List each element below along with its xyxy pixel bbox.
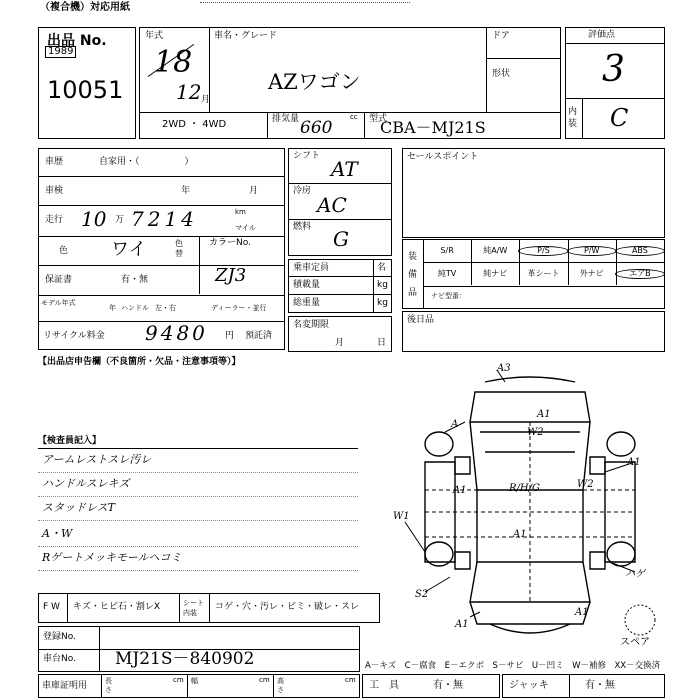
lot-small-number: 1989 xyxy=(45,46,76,58)
damage-mark: S2 xyxy=(415,589,429,600)
color-value: ワイ xyxy=(111,239,147,260)
damage-mark: A1 xyxy=(513,529,527,540)
equipment-item: 純A/W xyxy=(483,246,508,255)
color-change-label: 色替 xyxy=(175,239,183,258)
remark-line: Rゲートメッキモールヘコミ xyxy=(42,551,182,564)
diagram-marks xyxy=(385,362,695,652)
equipment-item: P/W xyxy=(568,247,616,255)
history-value: 自家用・（ ） xyxy=(99,157,194,167)
equipment-item: 外ナビ xyxy=(579,269,604,278)
shift-value: AT xyxy=(331,157,358,181)
damage-mark: A3 xyxy=(497,363,511,374)
equipment-row-2 xyxy=(423,263,664,285)
equipment-item: ABS xyxy=(616,247,664,255)
mileage-man: 10 xyxy=(81,207,107,231)
seat-options: コゲ・穴・汚レ・ビミ・破レ・スレ xyxy=(215,602,360,612)
equipment-item: S/R xyxy=(440,246,454,255)
inspection-label: 車検 xyxy=(45,186,64,196)
fuel-label: 燃料 xyxy=(293,222,312,232)
seller-remarks-label: 【出品店申告欄（不良箇所・欠品・注意事項等）】 xyxy=(38,357,241,367)
capacity-box: 乗車定員 名 積載量 kg 総重量 kg xyxy=(288,259,392,313)
equipment-item: エアB xyxy=(616,270,664,278)
mileage-rest: 7214 xyxy=(131,207,198,231)
sales-points-box: セールスポイント xyxy=(402,148,665,238)
fw-options: キズ・ヒビ石・割レX xyxy=(73,602,160,612)
door-label: ドア xyxy=(492,31,510,41)
specs-box xyxy=(288,148,392,256)
mileage-label: 走行 xyxy=(45,215,64,225)
history-label: 車歴 xyxy=(45,157,64,167)
recycle-label: リサイクル料金 xyxy=(43,331,105,341)
form-title: （複合機）対応用紙 xyxy=(40,2,130,13)
color-no-label: カラーNo. xyxy=(209,238,251,248)
garage-cert-box: 車庫証明用 長さ cm 幅 cm 高さ cm xyxy=(38,674,360,698)
damage-mark: A1 xyxy=(575,607,589,618)
damage-mark: R/H/G xyxy=(509,483,540,494)
displacement-label: 排気量 xyxy=(272,114,300,124)
damage-mark: W2 xyxy=(527,427,544,438)
chassis-number: MJ21S－840902 xyxy=(115,649,255,669)
color-label: 色 xyxy=(59,246,69,256)
displacement-value: 660 xyxy=(300,118,333,138)
shift-label: シフト xyxy=(293,151,321,161)
drive-label: 2WD ・ 4WD xyxy=(162,119,227,130)
equipment-item: 革シート xyxy=(527,269,560,278)
month-value: 12 xyxy=(176,80,202,104)
equipment-row-1 xyxy=(423,240,664,262)
fuel-value: G xyxy=(333,227,349,251)
recycle-value: 9480 xyxy=(145,321,208,345)
vehicle-info-box: 年式 18 12 月 車名・グレード AZワゴン ドア 形状 2WD ・ 4WD 排気量 cc 660 型式 CBA－MJ21S xyxy=(139,27,561,139)
warranty-label: 保証書 xyxy=(45,275,73,285)
jack-box: ジャッキ 有・無 xyxy=(502,674,665,698)
top-cut-line xyxy=(200,2,410,3)
tools-box: 工 具 有・無 xyxy=(362,674,500,698)
spare-label: スペア xyxy=(620,637,650,648)
score-value: 3 xyxy=(602,49,625,90)
color-no-value: ZJ3 xyxy=(215,265,247,286)
ac-label: 冷房 xyxy=(293,186,312,196)
name-change-box: 名変期限 月 日 xyxy=(288,316,392,352)
registration-box: 登録No. 車台No. MJ21S－840902 xyxy=(38,626,360,672)
name-label: 車名・グレード xyxy=(214,31,278,41)
damage-mark: A1 xyxy=(537,409,551,420)
lot-number: 10051 xyxy=(47,76,124,104)
vehicle-name: AZワゴン xyxy=(268,70,361,94)
damage-mark: W1 xyxy=(393,511,410,522)
interior-label: 内装 xyxy=(568,107,578,129)
damage-mark: A1 xyxy=(453,485,467,496)
year-value: 18 xyxy=(154,45,193,80)
equipment-item: 純ナビ xyxy=(483,269,508,278)
lot-number-box xyxy=(38,27,136,139)
model-label: 型式 xyxy=(369,114,388,124)
equipment-label: 装備品 xyxy=(408,252,418,298)
equipment-item: P/S xyxy=(519,247,567,255)
ac-value: AC xyxy=(317,193,347,217)
equipment-box xyxy=(402,239,665,309)
navi-label: ナビ型番： xyxy=(431,292,466,300)
history-box: 車歴 自家用・（ ） 車検 年 月 走行 10 万 7214 km マイル 色 ワイ 色替 カラーNo. 保証書 有・無 ZJ3 モデル年式 年 ハンドル 左・右 ディーラー・並行 リサイクル料金 9480 円 預託済 xyxy=(38,148,285,350)
remark-line: ハンドルスレキズ xyxy=(42,477,130,490)
fw-label: F W xyxy=(43,602,60,612)
inspector-remarks-label: 【検査員記入】 xyxy=(38,436,102,446)
shape-label: 形状 xyxy=(492,69,511,79)
inspector-remarks-area xyxy=(38,450,368,590)
damage-legend: A－キズ C－腐食 E－エクボ S－サビ U－凹ミ W－補修 XX－交換済 xyxy=(365,661,661,671)
warranty-options: 有・無 xyxy=(121,275,149,285)
model-year-label: モデル年式 xyxy=(41,299,76,307)
model-value: CBA－MJ21S xyxy=(380,118,486,137)
seat-label: シート内装 xyxy=(183,599,204,617)
aftermarket-box: 後日品 xyxy=(402,311,665,352)
remark-line: A・W xyxy=(42,527,73,540)
lot-label: 出品 No. xyxy=(47,33,107,49)
score-label: 評価点 xyxy=(588,30,616,40)
damage-mark: A1 xyxy=(455,619,469,630)
interior-value: C xyxy=(610,104,629,132)
condition-box xyxy=(38,593,380,623)
year-label: 年式 xyxy=(145,31,164,41)
damage-mark: ハゲ xyxy=(625,569,645,580)
rating-box xyxy=(565,27,665,139)
remark-line: スタッドレスT xyxy=(42,501,116,514)
remark-line: アームレストスレ汚レ xyxy=(42,453,152,466)
damage-mark: W2 xyxy=(577,479,594,490)
equipment-item: 純TV xyxy=(437,269,457,278)
damage-mark: A xyxy=(451,419,459,430)
damage-mark: A1 xyxy=(627,457,641,468)
